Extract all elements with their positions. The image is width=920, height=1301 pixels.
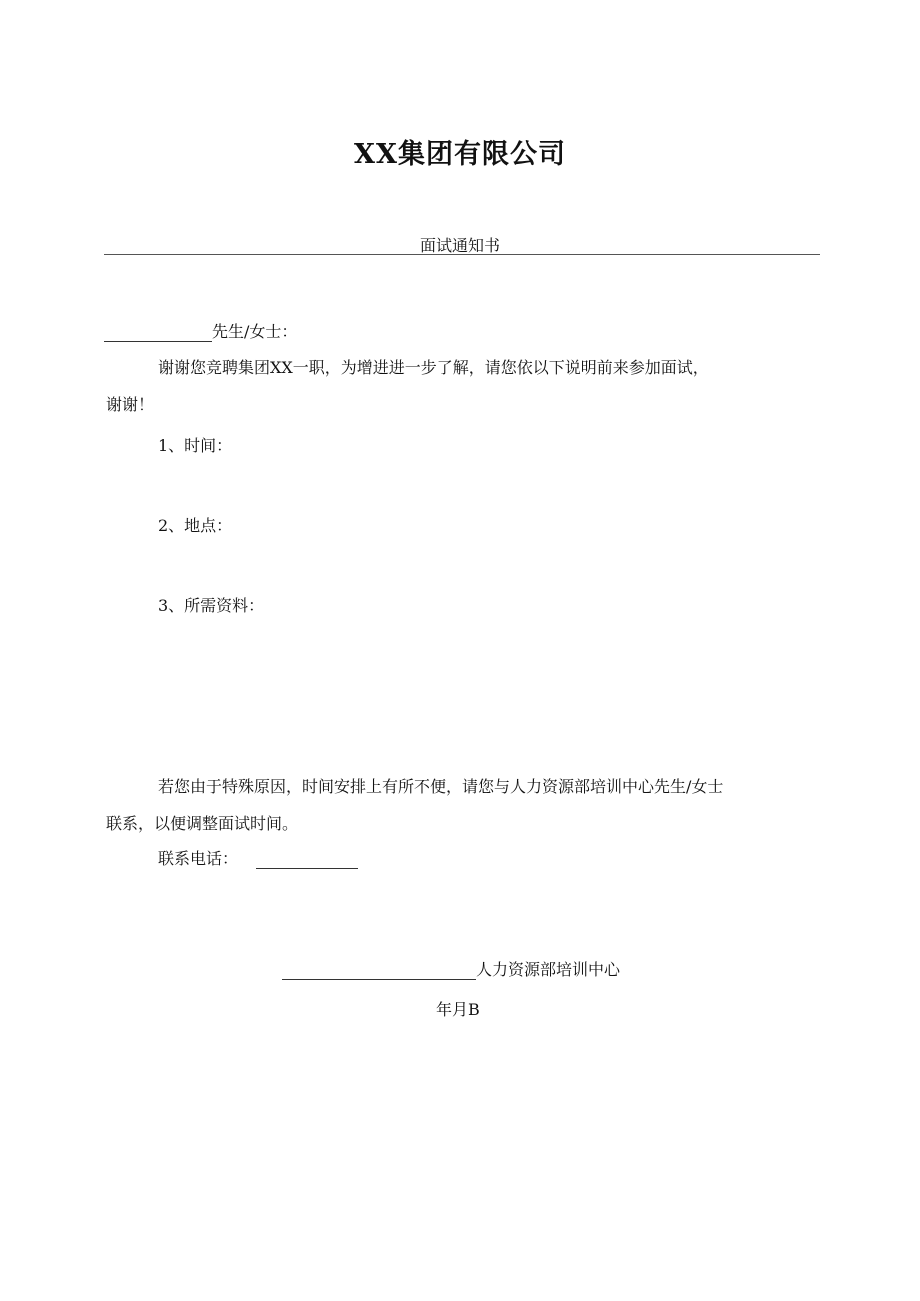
item-location: 2、地点： — [158, 516, 233, 535]
header-divider — [104, 254, 820, 255]
salutation-suffix: 先生/女士： — [212, 322, 298, 341]
item-time: 1、时间： — [158, 436, 233, 455]
company-name: XX集团有限公司 — [354, 139, 566, 170]
signature-blank — [282, 961, 476, 980]
name-blank — [104, 323, 212, 342]
phone-blank — [256, 850, 358, 869]
note-line-2: 联系，以便调整面试时间。 — [106, 814, 299, 833]
phone-row — [158, 849, 358, 869]
signature-dept: 人力资源部培训中心 — [476, 960, 621, 979]
intro-line-2: 谢谢！ — [106, 395, 155, 414]
date-label: 年月B — [436, 1000, 480, 1019]
item-materials: 3、所需资料： — [158, 596, 265, 615]
signature-row — [282, 960, 620, 980]
note-line-1: 若您由于特殊原因，时间安排上有所不便，请您与人力资源部培训中心先生/女士 — [158, 777, 724, 796]
intro-line-1: 谢谢您竞聘集团XX一职，为增进进一步了解，请您依以下说明前来参加面试， — [158, 358, 709, 377]
document-title: 面试通知书 — [419, 236, 500, 255]
phone-label: 联系电话： — [158, 849, 239, 868]
salutation — [104, 322, 297, 342]
